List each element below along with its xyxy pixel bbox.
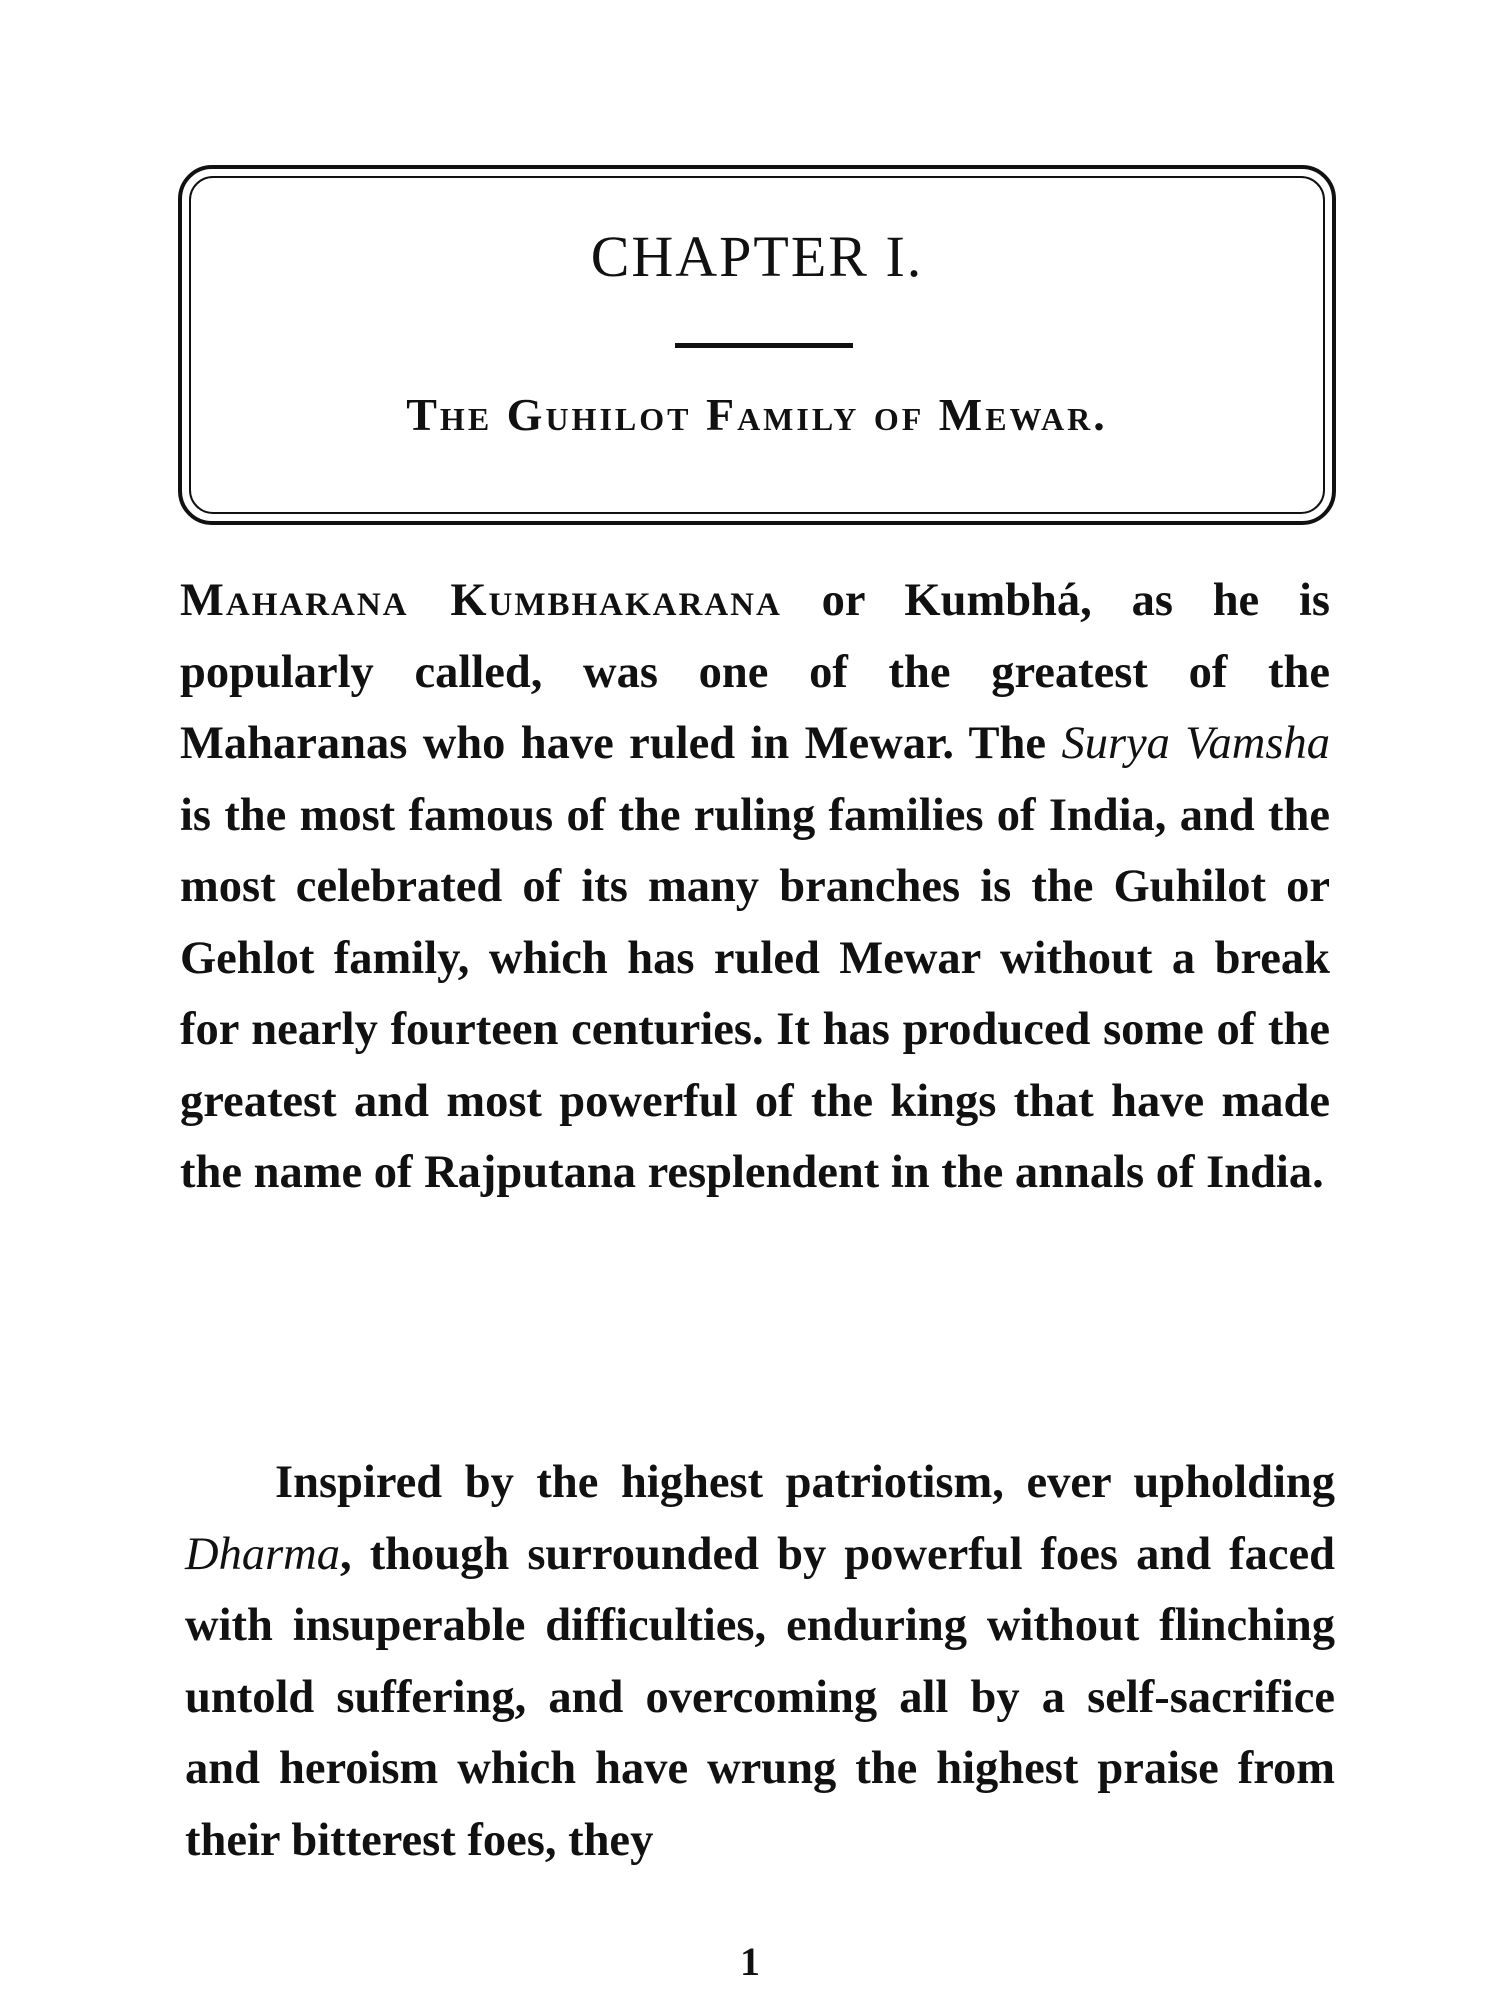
chapter-subtitle: The Guhilot Family of Mewar. bbox=[406, 389, 1108, 440]
paragraph-2-text-a: Inspired by the highest patriotism, ever upholding bbox=[275, 1457, 1335, 1508]
paragraph-2 bbox=[185, 1447, 1335, 1876]
paragraph-1-text-a: or Kumbhá, as he is popularly called, was one of the greatest of the Maharanas who have ruled in Mewar. The bbox=[180, 575, 1330, 769]
paragraph-2-text-b: , though surrounded by powerful foes and faced with insuperable difficulties, enduring without flinching untold suffering, and overcoming all by a self-sacrifice and heroism which have wrung the highest praise from their bitterest foes, they bbox=[185, 1528, 1335, 1866]
page-number: 1 bbox=[740, 1939, 760, 1984]
paragraph-1-italic: Surya Vamsha bbox=[1061, 718, 1330, 769]
paragraph-1-lead-caps: Maharana Kumbhakarana bbox=[180, 575, 782, 626]
title-divider-rule bbox=[675, 343, 853, 348]
paragraph-1 bbox=[180, 565, 1330, 1209]
paragraph-1-text-b: is the most famous of the ruling families of India, and the most celebrated of its many branches is the Guhilot or Gehlot family, which has ruled Mewar without a break for nearly fourteen centuries. It has produced some of the greatest and most powerful of the kings that have made the name of Rajputana resplendent in the annals of India. bbox=[180, 789, 1330, 1198]
chapter-header-box bbox=[178, 165, 1336, 525]
paragraph-2-italic: Dharma bbox=[185, 1528, 341, 1580]
chapter-title: CHAPTER I. bbox=[590, 224, 924, 289]
